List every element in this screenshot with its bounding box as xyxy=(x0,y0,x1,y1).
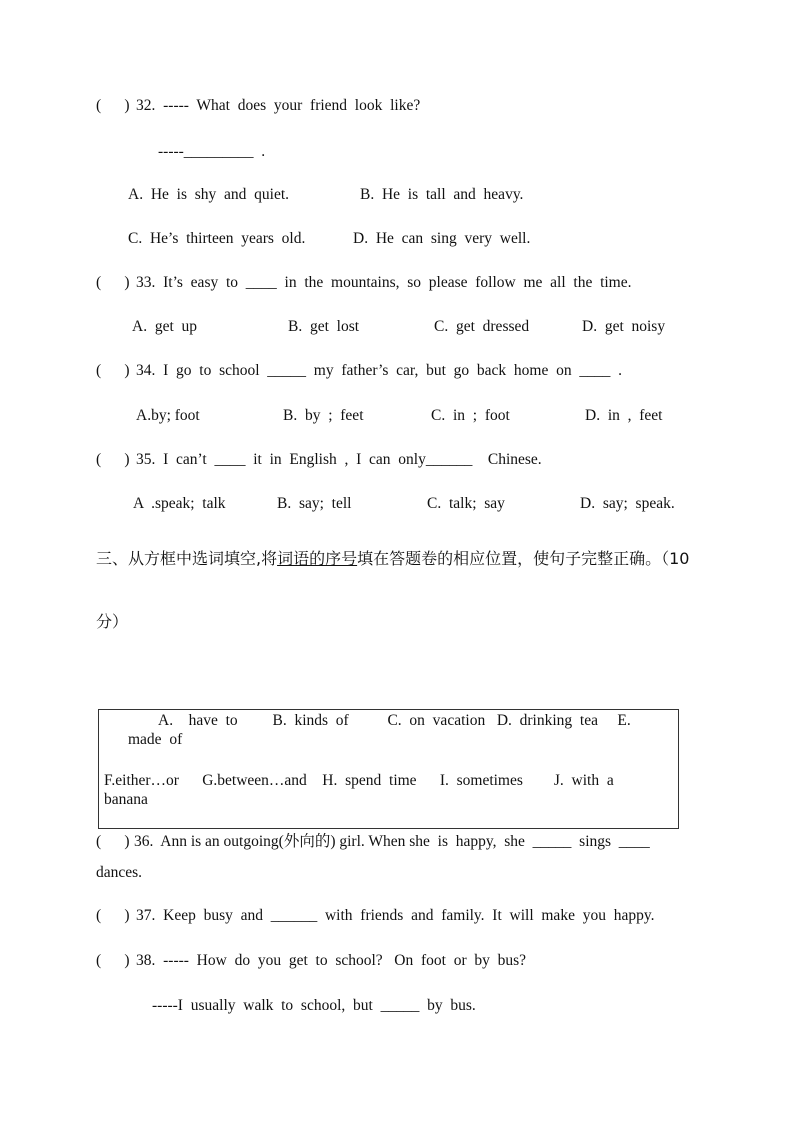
q35-option-b: B. say; tell xyxy=(277,495,352,512)
q37-stem: 37. Keep busy and ______ with friends and family. It will make you happy. xyxy=(136,907,655,924)
q35-stem: 35. I can’t ____ it in English , I can only______ Chinese. xyxy=(136,451,542,468)
q33-option-b: B. get lost xyxy=(288,318,360,335)
q35-paren: ( ) xyxy=(96,451,130,468)
q32-option-a: A. He is shy and quiet. xyxy=(128,186,290,203)
q38-paren: ( ) xyxy=(96,952,130,969)
q36-stem: 36. Ann is an outgoing(外向的) girl. When she is happy, she _____ sings ____ xyxy=(134,833,650,850)
q32-option-c: C. He’s thirteen years old. xyxy=(128,230,306,247)
q32-option-d: D. He can sing very well. xyxy=(353,230,531,247)
word-bank-row2: F.either…or G.between…and H. spend time I. sometimes J. with a xyxy=(104,772,614,789)
section3-heading xyxy=(96,549,689,569)
section3-heading-line2: 分） xyxy=(96,612,129,631)
q32-paren: ( ) xyxy=(96,97,130,114)
q35-option-c: C. talk; say xyxy=(427,495,505,512)
q33-option-c: C. get dressed xyxy=(434,318,530,335)
q34-option-b: B. by ; feet xyxy=(283,407,364,424)
q34-paren: ( ) xyxy=(96,362,130,379)
word-bank-row1-cont: made of xyxy=(128,731,183,748)
q34-option-d: D. in , feet xyxy=(585,407,663,424)
word-bank-row1: A. have to B. kinds of C. on vacation D. drinking tea E. xyxy=(158,712,631,729)
q32-answer-line: -----_________ . xyxy=(158,143,266,160)
q33-option-d: D. get noisy xyxy=(582,318,666,335)
section3-heading-underlined: 词语的序号 xyxy=(277,549,358,568)
q33-option-a: A. get up xyxy=(132,318,198,335)
section3-heading-part1: 三、从方框中选词填空,将 xyxy=(96,549,278,568)
q36-continuation: dances. xyxy=(96,864,143,881)
q33-stem: 33. It’s easy to ____ in the mountains, so please follow me all the time. xyxy=(136,274,632,291)
q34-stem: 34. I go to school _____ my father’s car, but go back home on ____ . xyxy=(136,362,622,379)
q38-answer-line: -----I usually walk to school, but _____ by bus. xyxy=(152,997,476,1014)
q38-stem: 38. ----- How do you get to school? On foot or by bus? xyxy=(136,952,527,969)
q34-option-a: A.by; foot xyxy=(136,407,200,424)
q37-paren: ( ) xyxy=(96,907,130,924)
q32-stem: 32. ----- What does your friend look like? xyxy=(136,97,421,114)
q32-option-b: B. He is tall and heavy. xyxy=(360,186,524,203)
word-bank-row2-cont: banana xyxy=(104,791,148,808)
q33-paren: ( ) xyxy=(96,274,130,291)
q35-option-a: A .speak; talk xyxy=(133,495,226,512)
q36-paren: ( ) xyxy=(96,833,130,850)
q34-option-c: C. in ; foot xyxy=(431,407,510,424)
q35-option-d: D. say; speak. xyxy=(580,495,675,512)
section3-heading-part2: 填在答题卷的相应位置，使句子完整正确。（10 xyxy=(357,549,690,568)
